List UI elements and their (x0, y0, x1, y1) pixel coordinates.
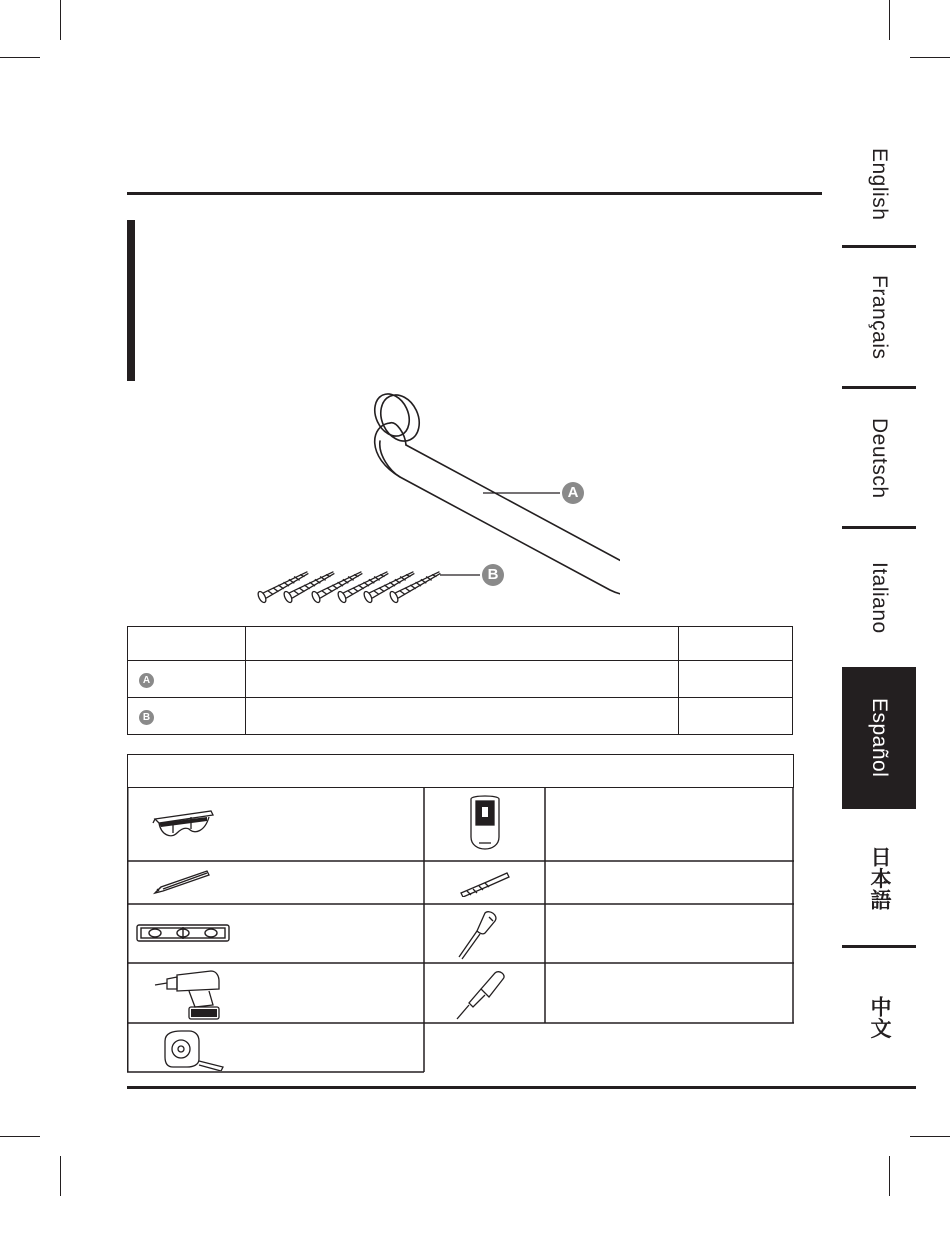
tab-francais[interactable] (842, 250, 916, 384)
tab-divider (842, 526, 916, 529)
tab-label: Italiano (868, 562, 891, 634)
level-icon (135, 921, 231, 947)
part-badge-cell (128, 698, 246, 735)
header-cell (246, 627, 679, 661)
section-bar (127, 220, 135, 381)
tab-italiano[interactable] (842, 531, 916, 665)
tab-label: Français (868, 274, 891, 360)
tab-label: 日本語 (868, 845, 891, 911)
drill-bit-icon (459, 869, 511, 897)
table-row (128, 661, 793, 698)
crop-mark (910, 1136, 950, 1137)
part-desc-cell (246, 661, 679, 698)
crop-mark (0, 1136, 40, 1137)
part-badge: A (139, 673, 154, 688)
tab-english[interactable] (842, 125, 916, 243)
table-row (128, 698, 793, 735)
caulk-tube-icon (455, 969, 507, 1021)
safety-glasses-icon (151, 805, 215, 845)
footer-rule (127, 1086, 916, 1089)
tab-label: 中文 (868, 995, 891, 1039)
part-qty-cell (679, 661, 793, 698)
part-badge: B (139, 710, 154, 725)
crop-mark (60, 1156, 61, 1196)
stud-finder-icon (467, 793, 503, 857)
tab-label: Español (868, 698, 891, 778)
pencil-icon (151, 869, 213, 897)
tab-japanese[interactable] (842, 812, 916, 944)
crop-mark (60, 0, 61, 40)
header-cell (128, 627, 246, 661)
tab-deutsch[interactable] (842, 391, 916, 525)
tools-header-box (127, 754, 794, 788)
part-qty-cell (679, 698, 793, 735)
tab-label: English (868, 147, 891, 221)
tab-espanol[interactable] (842, 667, 916, 809)
tab-label: Deutsch (868, 417, 891, 499)
tab-divider (842, 945, 916, 948)
crop-mark (889, 0, 890, 40)
tape-measure-icon (159, 1029, 225, 1071)
power-drill-icon (153, 967, 223, 1021)
header-cell (679, 627, 793, 661)
part-desc-cell (246, 698, 679, 735)
tools-grid (127, 787, 794, 1073)
screwdriver-icon (455, 909, 503, 961)
part-badge-cell (128, 661, 246, 698)
parts-table (127, 626, 793, 735)
crop-mark (889, 1156, 890, 1196)
crop-mark (0, 57, 40, 58)
callout-a-label: A (567, 484, 579, 501)
tab-divider (842, 245, 916, 248)
tab-divider (842, 386, 916, 389)
callout-b-label: B (487, 566, 499, 583)
crop-mark (910, 57, 950, 58)
header-rule (127, 192, 822, 195)
table-header-row (128, 627, 793, 661)
tab-chinese[interactable] (842, 950, 916, 1084)
